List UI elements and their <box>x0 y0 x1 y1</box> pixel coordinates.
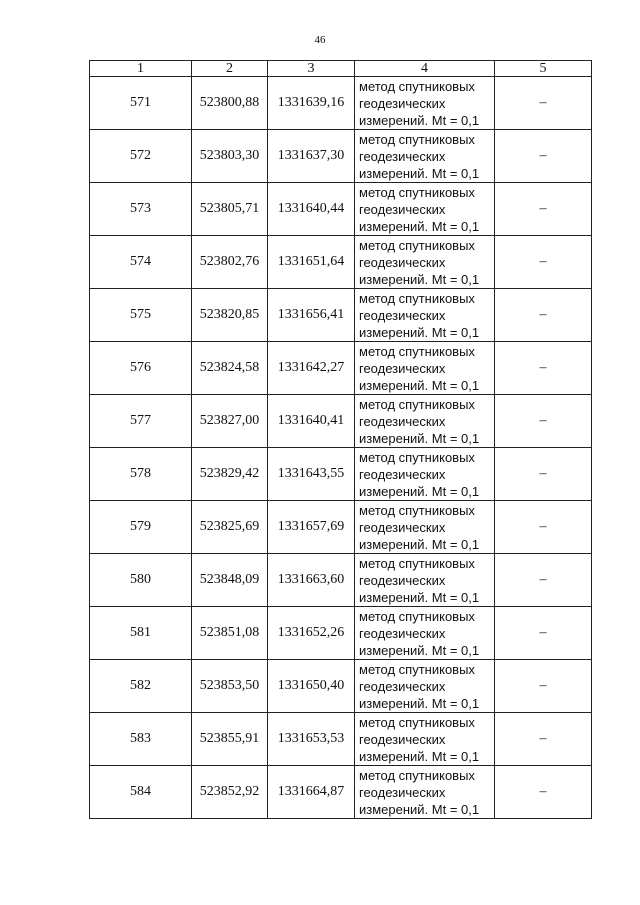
point-number: 584 <box>90 766 192 819</box>
method-cell <box>355 77 495 130</box>
method-cell <box>355 289 495 342</box>
method-cell <box>355 395 495 448</box>
method-line: метод спутниковых <box>359 78 475 94</box>
method-line: геодезических <box>359 731 446 747</box>
header-row <box>90 61 592 77</box>
method-line: измерений. Mt = 0,1 <box>359 748 480 764</box>
method-cell <box>355 713 495 766</box>
coord-y: 1331653,53 <box>268 713 355 766</box>
method-line: измерений. Mt = 0,1 <box>359 377 480 393</box>
table-row <box>90 395 592 448</box>
method-line: геодезических <box>359 784 446 800</box>
method-line: измерений. Mt = 0,1 <box>359 165 480 181</box>
coord-y: 1331643,55 <box>268 448 355 501</box>
note-cell: – <box>495 342 592 395</box>
note-cell: – <box>495 236 592 289</box>
note-cell: – <box>495 448 592 501</box>
header-col-1: 1 <box>90 61 192 77</box>
table-row <box>90 183 592 236</box>
coord-y: 1331639,16 <box>268 77 355 130</box>
method-cell <box>355 342 495 395</box>
method-cell <box>355 130 495 183</box>
table-row <box>90 607 592 660</box>
method-line: метод спутниковых <box>359 131 475 147</box>
coord-x: 523802,76 <box>192 236 268 289</box>
coord-y: 1331640,41 <box>268 395 355 448</box>
method-line: метод спутниковых <box>359 608 475 624</box>
method-cell <box>355 183 495 236</box>
point-number: 577 <box>90 395 192 448</box>
table-row <box>90 448 592 501</box>
point-number: 582 <box>90 660 192 713</box>
coord-x: 523852,92 <box>192 766 268 819</box>
coord-y: 1331652,26 <box>268 607 355 660</box>
coord-x: 523855,91 <box>192 713 268 766</box>
table-row <box>90 289 592 342</box>
note-cell: – <box>495 130 592 183</box>
header-col-5: 5 <box>495 61 592 77</box>
method-line: измерений. Mt = 0,1 <box>359 271 480 287</box>
header-col-3: 3 <box>268 61 355 77</box>
header-col-2: 2 <box>192 61 268 77</box>
method-line: метод спутниковых <box>359 714 475 730</box>
point-number: 583 <box>90 713 192 766</box>
method-line: метод спутниковых <box>359 661 475 677</box>
note-cell: – <box>495 766 592 819</box>
coord-y: 1331664,87 <box>268 766 355 819</box>
note-cell: – <box>495 554 592 607</box>
method-line: измерений. Mt = 0,1 <box>359 324 480 340</box>
point-number: 572 <box>90 130 192 183</box>
method-line: геодезических <box>359 148 446 164</box>
method-line: измерений. Mt = 0,1 <box>359 112 480 128</box>
note-cell: – <box>495 713 592 766</box>
note-cell: – <box>495 289 592 342</box>
coord-x: 523827,00 <box>192 395 268 448</box>
note-cell: – <box>495 660 592 713</box>
method-line: измерений. Mt = 0,1 <box>359 695 480 711</box>
coord-x: 523820,85 <box>192 289 268 342</box>
coord-y: 1331640,44 <box>268 183 355 236</box>
method-line: измерений. Mt = 0,1 <box>359 430 480 446</box>
page-number: 46 <box>314 34 326 46</box>
method-cell <box>355 501 495 554</box>
table-row <box>90 713 592 766</box>
coord-x: 523803,30 <box>192 130 268 183</box>
method-line: метод спутниковых <box>359 343 475 359</box>
point-number: 581 <box>90 607 192 660</box>
method-line: измерений. Mt = 0,1 <box>359 642 480 658</box>
coord-y: 1331657,69 <box>268 501 355 554</box>
point-number: 576 <box>90 342 192 395</box>
table-row <box>90 130 592 183</box>
note-cell: – <box>495 395 592 448</box>
table-row <box>90 236 592 289</box>
note-cell: – <box>495 607 592 660</box>
method-line: метод спутниковых <box>359 290 475 306</box>
table-row <box>90 77 592 130</box>
coord-x: 523805,71 <box>192 183 268 236</box>
table-row <box>90 342 592 395</box>
point-number: 580 <box>90 554 192 607</box>
method-cell <box>355 766 495 819</box>
method-line: геодезических <box>359 572 446 588</box>
coordinates-table <box>89 60 592 819</box>
method-line: метод спутниковых <box>359 184 475 200</box>
table-row <box>90 660 592 713</box>
method-line: метод спутниковых <box>359 396 475 412</box>
method-cell <box>355 554 495 607</box>
method-cell <box>355 236 495 289</box>
table-row <box>90 501 592 554</box>
method-line: измерений. Mt = 0,1 <box>359 536 480 552</box>
coord-x: 523829,42 <box>192 448 268 501</box>
note-cell: – <box>495 501 592 554</box>
method-line: геодезических <box>359 678 446 694</box>
method-line: геодезических <box>359 254 446 270</box>
note-cell: – <box>495 183 592 236</box>
table-row <box>90 766 592 819</box>
method-cell <box>355 448 495 501</box>
point-number: 578 <box>90 448 192 501</box>
method-line: геодезических <box>359 466 446 482</box>
method-line: геодезических <box>359 95 446 111</box>
coord-x: 523851,08 <box>192 607 268 660</box>
coord-y: 1331650,40 <box>268 660 355 713</box>
header-col-4: 4 <box>355 61 495 77</box>
method-line: измерений. Mt = 0,1 <box>359 589 480 605</box>
method-line: метод спутниковых <box>359 237 475 253</box>
method-line: геодезических <box>359 625 446 641</box>
point-number: 573 <box>90 183 192 236</box>
method-line: геодезических <box>359 360 446 376</box>
method-line: измерений. Mt = 0,1 <box>359 801 480 817</box>
coord-y: 1331651,64 <box>268 236 355 289</box>
point-number: 579 <box>90 501 192 554</box>
coord-y: 1331642,27 <box>268 342 355 395</box>
coord-y: 1331656,41 <box>268 289 355 342</box>
method-cell <box>355 607 495 660</box>
coord-x: 523825,69 <box>192 501 268 554</box>
method-line: метод спутниковых <box>359 767 475 783</box>
table-body <box>90 77 592 819</box>
coord-x: 523800,88 <box>192 77 268 130</box>
point-number: 574 <box>90 236 192 289</box>
method-cell <box>355 660 495 713</box>
coord-y: 1331637,30 <box>268 130 355 183</box>
table-row <box>90 554 592 607</box>
method-line: измерений. Mt = 0,1 <box>359 218 480 234</box>
coord-x: 523848,09 <box>192 554 268 607</box>
method-line: геодезических <box>359 519 446 535</box>
method-line: измерений. Mt = 0,1 <box>359 483 480 499</box>
coord-x: 523853,50 <box>192 660 268 713</box>
point-number: 575 <box>90 289 192 342</box>
method-line: геодезических <box>359 201 446 217</box>
coord-y: 1331663,60 <box>268 554 355 607</box>
method-line: метод спутниковых <box>359 449 475 465</box>
method-line: геодезических <box>359 413 446 429</box>
method-line: метод спутниковых <box>359 502 475 518</box>
note-cell: – <box>495 77 592 130</box>
point-number: 571 <box>90 77 192 130</box>
method-line: геодезических <box>359 307 446 323</box>
method-line: метод спутниковых <box>359 555 475 571</box>
coord-x: 523824,58 <box>192 342 268 395</box>
